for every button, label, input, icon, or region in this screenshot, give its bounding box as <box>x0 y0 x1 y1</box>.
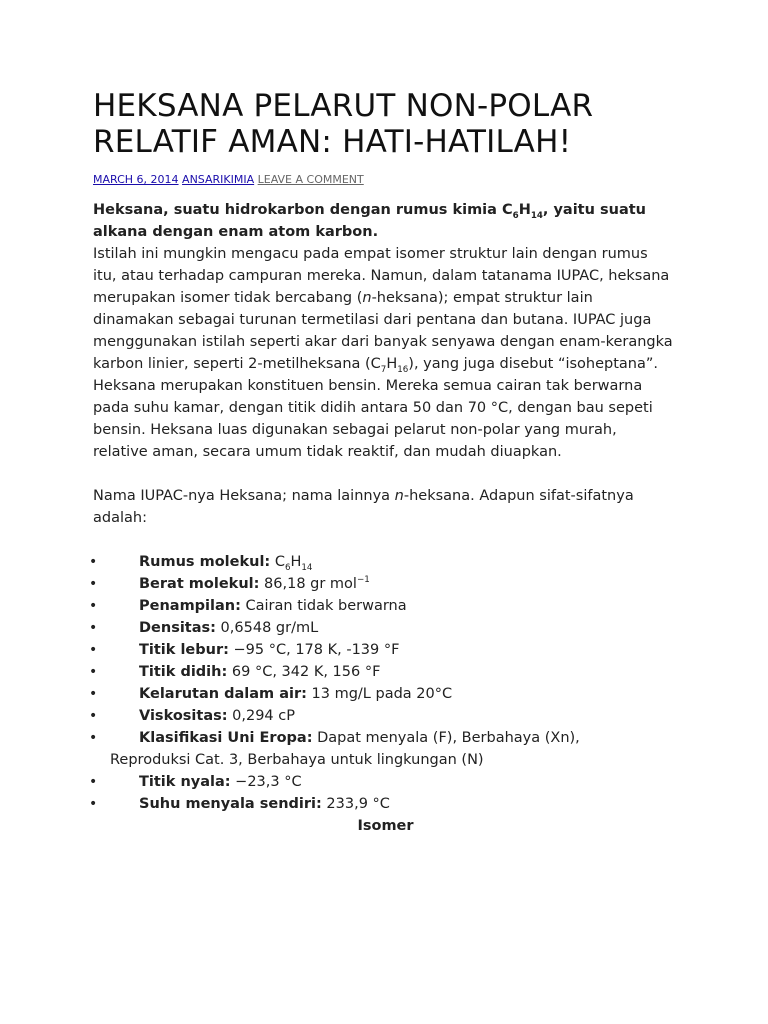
article-title <box>93 0 653 160</box>
paragraph-uses: Heksana merupakan konstituen bensin. Mereka semua cairan tak berwarna pada suhu kamar, dengan titik didih antara 50 dan 70 °C, dengan bau sepeti bensin. Heksana luas digunakan sebagai pelarut non-polar yang murah, relative aman, secara umum tidak reaktif, dan mudah diuapkan. <box>93 378 653 460</box>
property-label: Suhu menyala sendiri: <box>139 796 322 812</box>
leave-comment-link[interactable]: LEAVE A COMMENT <box>257 173 364 186</box>
article-body <box>89 199 673 837</box>
post-date-link[interactable]: MARCH 6, 2014 <box>93 173 179 186</box>
property-label: Berat molekul: <box>139 576 260 592</box>
title-line-1: HEKSANA PELARUT NON-POLAR <box>93 88 594 124</box>
list-item: • Titik nyala: −23,3 °C <box>93 771 673 793</box>
bullet-icon: • <box>89 554 98 570</box>
paragraph-spacer <box>93 463 673 485</box>
list-item: • Klasifikasi Uni Eropa: Dapat menyala (F), Berbahaya (Xn), Reproduksi Cat. 3, Berbahaya untuk lingkungan (N) <box>93 727 673 771</box>
paragraph-names: Nama IUPAC-nya Heksana; nama lainnya n-heksana. Adapun sifat-sifatnya adalah: <box>93 488 634 526</box>
property-continuation: Reproduksi Cat. 3, Berbahaya untuk lingkungan (N) <box>110 752 484 768</box>
list-item: • Titik didih: 69 °C, 342 K, 156 °F <box>93 661 673 683</box>
author-link[interactable]: ANSARIKIMIA <box>182 173 255 186</box>
bullet-icon: • <box>89 620 98 636</box>
bullet-icon: • <box>89 708 98 724</box>
property-label: Penampilan: <box>139 598 241 614</box>
list-item: • Suhu menyala sendiri: 233,9 °C <box>93 793 673 815</box>
property-label: Kelarutan dalam air: <box>139 686 307 702</box>
property-label: Titik didih: <box>139 664 228 680</box>
bullet-icon: • <box>89 642 98 658</box>
list-item: • Densitas: 0,6548 gr/mL <box>93 617 673 639</box>
property-label: Klasifikasi Uni Eropa: <box>139 730 313 746</box>
list-item: • Penampilan: Cairan tidak berwarna <box>93 595 673 617</box>
list-item: • Berat molekul: 86,18 gr mol$^{-1}$ <box>93 573 673 595</box>
bullet-icon: • <box>89 730 98 746</box>
bullet-icon: • <box>89 774 98 790</box>
bullet-icon: • <box>89 796 98 812</box>
properties-list <box>89 551 673 815</box>
post-meta <box>93 173 708 187</box>
title-line-2: RELATIF AMAN: HATI-HATILAH! <box>93 124 572 160</box>
bullet-icon: • <box>89 664 98 680</box>
property-label: Titik lebur: <box>139 642 229 658</box>
property-label: Densitas: <box>139 620 216 636</box>
paragraph-isomers: Istilah ini mungkin mengacu pada empat isomer struktur lain dengan rumus itu, atau terhadap campuran mereka. Namun, dalam tatanama IUPAC, heksana merupakan isomer tidak bercabang (n-heksana); empat struktur lain dinamakan sebagai turunan termetilasi dari pentana dan butana. IUPAC juga menggunakan istilah seperti akar dari banyak senyawa dengan enam-kerangka karbon linier, seperti 2-metilheksana $(C_7H_{16})$, yang juga disebut “isoheptana”. <box>93 246 673 375</box>
bullet-icon: • <box>89 686 98 702</box>
bullet-icon: • <box>89 576 98 592</box>
property-label: Rumus molekul: <box>139 554 271 570</box>
property-label: Titik nyala: <box>139 774 231 790</box>
list-item: • Rumus molekul: $C_6H_{14}$ <box>93 551 673 573</box>
list-item: • Kelarutan dalam air: 13 mg/L pada 20°C <box>93 683 673 705</box>
list-item: • Titik lebur: −95 °C, 178 K, -139 °F <box>93 639 673 661</box>
list-item: • Viskositas: 0,294 cP <box>93 705 673 727</box>
lead-paragraph: Heksana, suatu hidrokarbon dengan rumus kimia $C_6H_{14}$, yaitu suatu alkana dengan enam atom karbon. <box>93 202 646 240</box>
isomer-heading: Isomer <box>357 818 414 834</box>
property-label: Viskositas: <box>139 708 228 724</box>
bullet-icon: • <box>89 598 98 614</box>
